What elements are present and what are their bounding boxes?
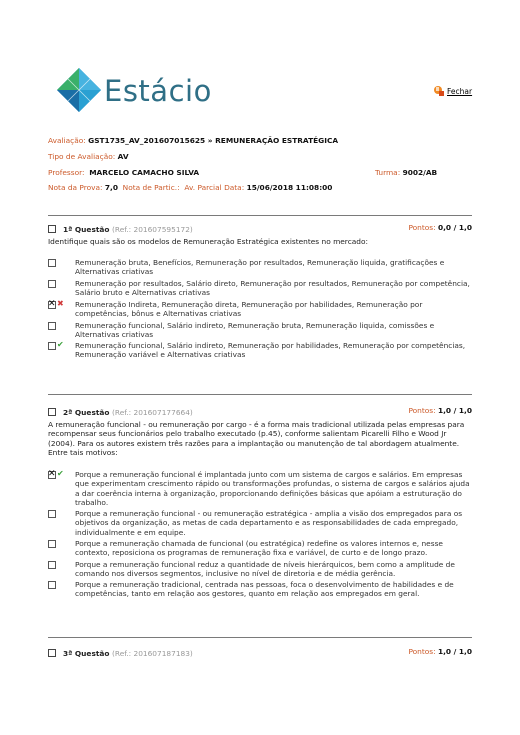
points-label: Pontos: (408, 223, 436, 232)
divider (48, 394, 472, 395)
question-ref: (Ref.: 201607177664) (112, 408, 193, 417)
tipo-value: AV (117, 152, 129, 161)
points-label: Pontos: (408, 647, 436, 656)
close-link[interactable]: Fechar (447, 86, 473, 96)
wrong-answer-icon: ✖ (57, 299, 64, 308)
points-value: 0,0 / 1,0 (437, 223, 472, 232)
av-parcial-label: Av. Parcial (184, 183, 222, 192)
avaliacao-value: GST1735_AV_201607015625 » REMUNERAÇÃO ESTRATÉGICA (88, 136, 339, 145)
question-points (408, 223, 472, 232)
tipo-row (48, 152, 129, 161)
notas-row (48, 183, 332, 192)
divider (48, 637, 472, 638)
close-area[interactable] (433, 85, 472, 97)
option-text: Remuneração Indireta, Remuneração direta, Remuneração por habilidades, Remuneração por competências, bônus e Alternativas criativas (75, 300, 423, 319)
question-3 (48, 647, 472, 661)
option-text: Porque a remuneração funcional é implantada junto com um sistema de cargos e salários. Em empresas que experimentam crescimento rápido ou transformações profundas, o sistema de cargos e salários ajuda a dar coerência interna à organização, proporcionando definições básicas que apóiam a estruturação do trabalho. (75, 470, 470, 507)
estacio-logo-icon (57, 68, 101, 112)
question-2 (48, 406, 472, 457)
data-value: 15/06/2018 11:08:00 (246, 183, 333, 192)
tipo-label: Tipo de Avaliação: (48, 152, 116, 161)
brand-name: Estácio (104, 74, 212, 108)
question-title (63, 408, 193, 417)
option-checkbox[interactable] (48, 280, 56, 288)
question-points (408, 406, 472, 415)
question-statement: A remuneração funcional - ou remuneração por cargo - é a forma mais tradicional utilizada pelas empresas para recompensar seus funcionários pelo trabalho executado (p.45), conforme salientam Picarelli Filho e Wood Jr (2004). Para os autores existem três razões para a implantação ou manutenção de tal abordagem atualmente. Entre tais motivos: (48, 420, 465, 457)
turma-row (375, 168, 437, 177)
question-title (63, 649, 193, 658)
nota-prova-label: Nota da Prova: (48, 183, 103, 192)
option-text: Remuneração por resultados, Salário direto, Remuneração por resultados, Remuneração por competência, Salário bruto e Alternativas criativas (75, 279, 470, 298)
professor-label: Professor: (48, 168, 85, 177)
option-checkbox[interactable] (48, 259, 56, 267)
option-text: Porque a remuneração tradicional, centrada nas pessoas, foca o desenvolvimento de habilidades e de competências, tanto em relação aos gestores, quanto em relação aos empregados em geral. (75, 580, 454, 599)
avaliacao-label: Avaliação: (48, 136, 86, 145)
question-header (48, 223, 472, 237)
close-door-icon[interactable] (433, 85, 445, 97)
turma-value: 9002/AB (402, 168, 438, 177)
question-header (48, 647, 472, 661)
question-1 (48, 223, 472, 246)
correct-answer-icon: ✔ (57, 340, 64, 349)
data-label: Data: (224, 183, 245, 192)
option-text: Remuneração funcional, Salário indireto, Remuneração por habilidades, Remuneração por competências, Remuneração variável e Alternativas criativas (75, 341, 466, 360)
question-points (408, 647, 472, 656)
professor-row (48, 168, 199, 177)
option-checkbox[interactable] (48, 322, 56, 330)
question-ref: (Ref.: 201607187183) (112, 649, 193, 658)
question-checkbox-icon (48, 408, 56, 416)
correct-answer-icon: ✔ (57, 469, 64, 478)
option-checkbox[interactable] (48, 581, 56, 589)
option-checkbox[interactable] (48, 342, 56, 350)
option-text: Remuneração funcional, Salário indireto, Remuneração bruta, Remuneração liquida, comissões e Alternativas criativas (75, 321, 435, 340)
option-text: Porque a remuneração funcional reduz a quantidade de níveis hierárquicos, bem como a amplitude de comando nos diversos segmentos, inclusive no nível de diretoria e de média gerência. (75, 560, 455, 579)
points-value: 1,0 / 1,0 (437, 406, 472, 415)
professor-value: MARCELO CAMACHO SILVA (89, 168, 200, 177)
page-header (0, 0, 520, 130)
option-text: Remuneração bruta, Benefícios, Remuneração por resultados, Remuneração liquida, gratificações e Alternativas criativas (75, 258, 445, 277)
option-checkbox[interactable] (48, 540, 56, 548)
question-ref: (Ref.: 201607595172) (112, 225, 193, 234)
option-text: Porque a remuneração funcional - ou remuneração estratégica - amplia a visão dos empregados para os objetivos da organização, as metas de cada departamento e as responsabilidades de cada empregado, individualmente e em equipe. (75, 509, 463, 537)
option-text: Porque a remuneração chamada de funcional (ou estratégica) redefine os valores internos e, nesse contexto, reposiciona os programas de remuneração fixa e variável, de curto e de longo prazo. (75, 539, 443, 558)
question-number: 2ª Questão (63, 408, 110, 417)
question-title (63, 225, 193, 234)
question-checkbox-icon (48, 225, 56, 233)
question-checkbox-icon (48, 649, 56, 657)
option-checkbox[interactable] (48, 510, 56, 518)
selected-x-icon: ✕ (48, 469, 56, 479)
question-number: 3ª Questão (63, 649, 110, 658)
turma-label: Turma: (375, 168, 401, 177)
nota-prova-value: 7,0 (104, 183, 118, 192)
option-checkbox[interactable] (48, 561, 56, 569)
question-statement: Identifique quais são os modelos de Remuneração Estratégica existentes no mercado: (48, 237, 368, 246)
divider (48, 215, 472, 216)
nota-partic-label: Nota de Partic.: (122, 183, 180, 192)
points-label: Pontos: (408, 406, 436, 415)
selected-x-icon: ✕ (48, 299, 56, 309)
avaliacao-row (48, 136, 338, 145)
question-header (48, 406, 472, 420)
points-value: 1,0 / 1,0 (437, 647, 472, 656)
question-number: 1ª Questão (63, 225, 110, 234)
